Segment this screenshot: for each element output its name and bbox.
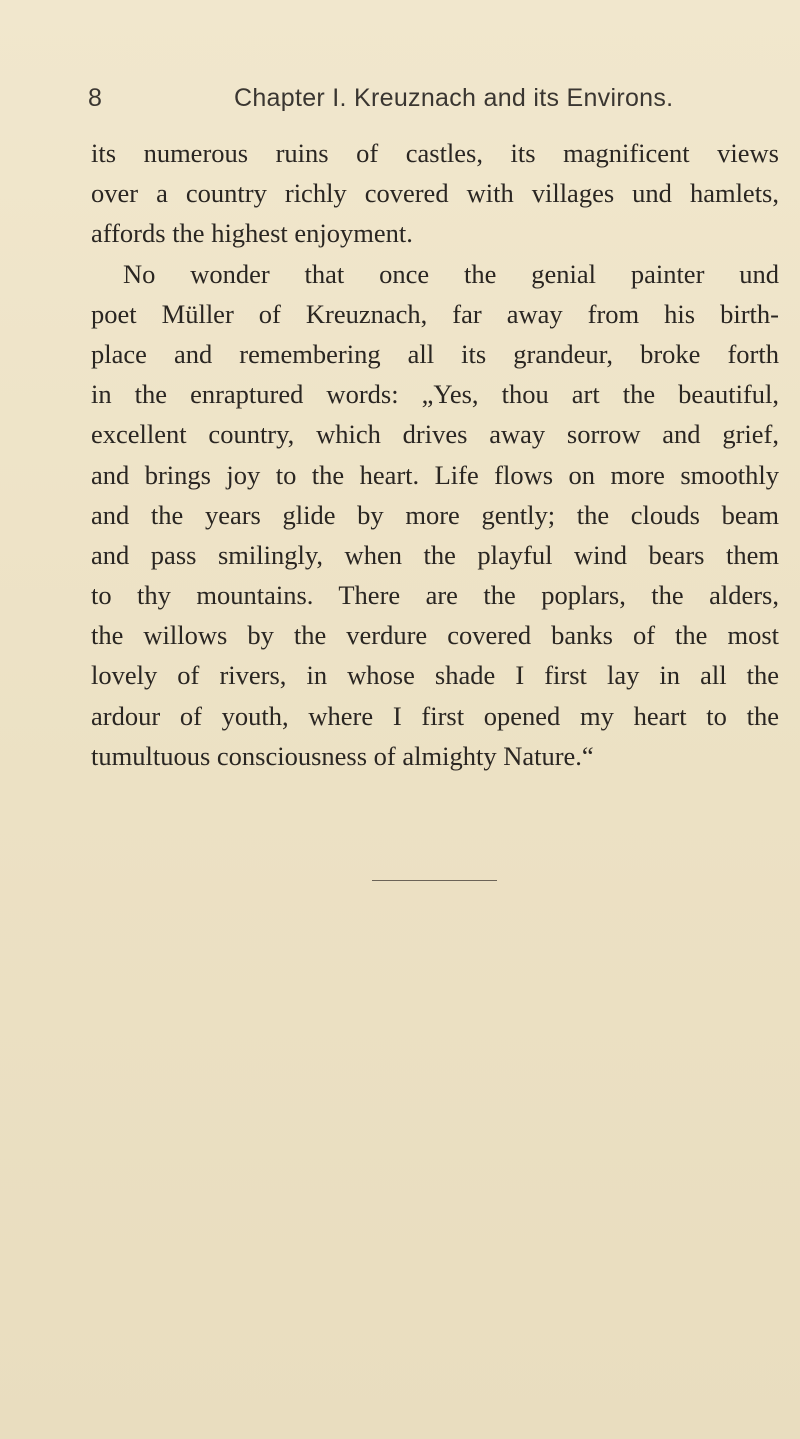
text-line: place and remembering all its grandeur, broke forth xyxy=(91,338,779,369)
page-number: 8 xyxy=(88,84,103,112)
text-line: tumultuous consciousness of almighty Nature.“ xyxy=(91,740,594,771)
text-line: and pass smilingly, when the playful wind bears them xyxy=(91,539,779,570)
text-line: lovely of rivers, in whose shade I first lay in all the xyxy=(91,660,779,691)
text-line: its numerous ruins of castles, its magnificent views xyxy=(91,138,779,168)
chapter-title: Chapter I. Kreuznach and its Environs. xyxy=(234,84,674,112)
text-line: to thy mountains. There are the poplars, the alders, xyxy=(91,580,779,611)
text-line: the willows by the verdure covered banks of the most xyxy=(91,620,779,651)
text-line: excellent country, which drives away sorrow and grief, xyxy=(91,419,779,450)
running-head xyxy=(88,84,728,120)
text-line: ardour of youth, where I first opened my heart to the xyxy=(91,700,779,731)
text-line: and brings joy to the heart. Life flows on more smoothly xyxy=(91,459,779,490)
text-line: in the enraptured words: „Yes, thou art the beautiful, xyxy=(91,379,779,410)
text-line: and the years glide by more gently; the clouds beam xyxy=(91,499,779,530)
text-line: affords the highest enjoyment. xyxy=(91,218,413,249)
text-line: poet Müller of Kreuznach, far away from his birth- xyxy=(91,298,779,329)
body-text xyxy=(91,133,779,776)
text-line: No wonder that once the genial painter und xyxy=(123,258,779,289)
text-line: over a country richly covered with villages und hamlets, xyxy=(91,178,779,209)
section-divider xyxy=(372,880,497,881)
